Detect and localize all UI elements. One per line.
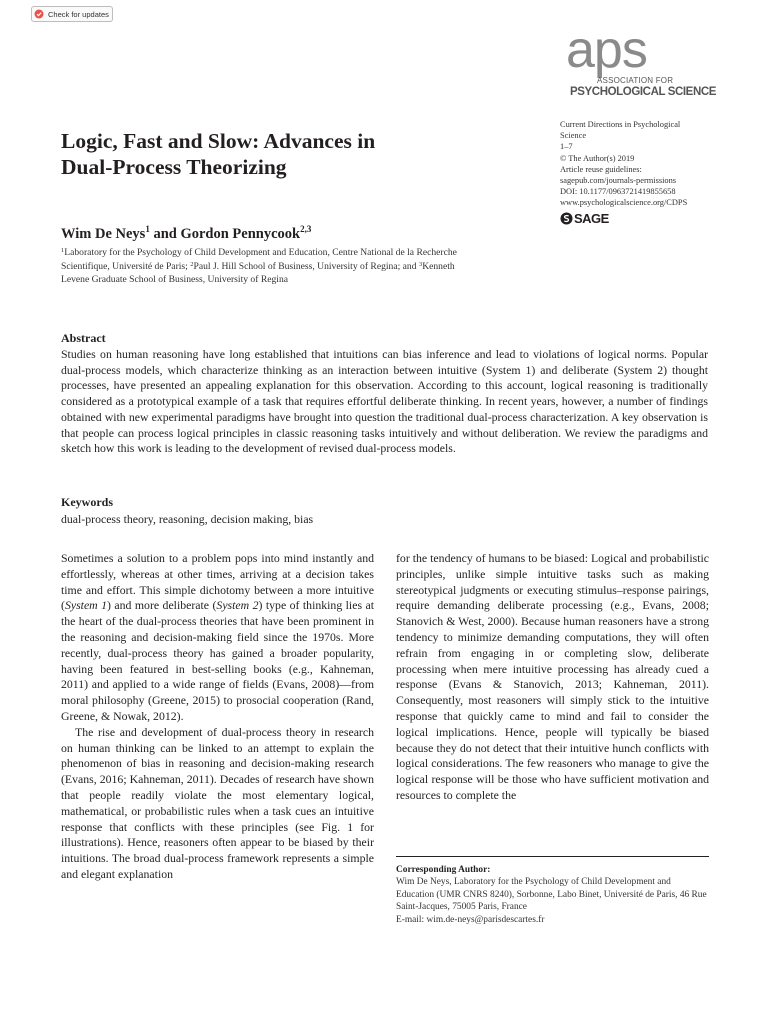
corresponding-label: Corresponding Author: (396, 865, 491, 875)
affil-sup-2: 2 (190, 260, 194, 268)
page-range: 1–7 (560, 142, 573, 152)
aps-logo-association: ASSOCIATION FOR (597, 76, 674, 85)
title-line-2: Dual-Process Theorizing (61, 155, 287, 179)
check-for-updates-button[interactable] (31, 6, 113, 22)
journal-info (560, 119, 710, 209)
body-paragraph-2: The rise and development of dual-process theory in research on human thinking can be linked to an attempt to explain the phenomenon of bias in reasoning and decision-making research (Evans, 2016; Kahneman, 2011). Decades of research have shown that people readily violate the most elementary logical, mathematical, or probabilistic rules when a task cues an intuitive response that conflicts with these principles (see Fig. 1 for illustrations). Hence, reasoners often appear to be biased by their intuitions. The broad dual-process framework represents a simple and elegant explanation (61, 724, 374, 881)
aps-logo-society: PSYCHOLOGICAL SCIENCE (570, 86, 717, 98)
body-paragraph-1 (61, 551, 374, 725)
journal-name: Current Directions in Psychological (560, 120, 681, 129)
doi[interactable]: DOI: 10.1177/0963721419855658 (560, 187, 676, 197)
author-2-sup: 2,3 (300, 224, 312, 234)
p1-part-c: ) type of thinking lies at the heart of the dual-process theories that have been prominent in the reasoning and decision-making field since the 1970s. More recently, dual-process theory has gained a broader popularity, having been featured in best-selling books (e.g., Kahneman, 2011) and applied to a wide range of fields (Evans, 2008)—from moral philosophy (Greene, 2015) to prosocial cooperation (Rand, Greene, & Nowak, 2012). (61, 598, 374, 723)
affil-sup-1: 1 (61, 247, 65, 254)
permissions-link[interactable]: sagepub.com/journals-permissions (560, 176, 677, 186)
author-2[interactable]: Gordon Pennycook (180, 226, 301, 242)
aps-logo: aps (566, 21, 647, 79)
authors (61, 226, 311, 243)
p1-part-a: Sometimes a solution to a problem pops into mind instantly and effortlessly, whereas at other times, arriving at a decision takes time and effort. This simple dichotomy between a more intuitive ( (61, 551, 374, 613)
author-and: and (149, 226, 181, 242)
p1-part-b: ) and more deliberate ( (107, 598, 217, 613)
reuse-label: Article reuse guidelines: (560, 164, 642, 174)
corresponding-email[interactable]: E-mail: wim.de-neys@parisdescartes.fr (396, 914, 545, 925)
abstract-text: Studies on human reasoning have long established that intuitions can bias inference and lead to violations of logical norms. Popular dual-process models, which characterize thinking as an interaction between intuitive (System 1) and deliberate (System 2) thought processes, have presented an appealing explanation for this observation. According to this account, logical reasoning is traditionally considered as a prototypical example of a task that requires effortful deliberate thinking. In recent years, however, a number of findings obtained with new experimental paradigms have brought into question the traditional dual-process characterization. A key observation is that people can process logical principles in classic reasoning tasks intuitively and without deliberation. We review the paradigms and sketch how this work is leading to the development of revised dual-process models. (61, 347, 708, 456)
affil-1: Laboratory for the Psychology of Child Development and Education, Centre National de la Recherche Scientifique, Université de Paris; (61, 247, 457, 272)
body-column-left (61, 551, 374, 883)
keywords-heading: Keywords (61, 495, 113, 509)
p1-system1: System 1 (64, 598, 108, 613)
article-title (61, 128, 511, 180)
body-paragraph-3: for the tendency of humans to be biased: Logical and probabilistic principles, unlike simple intuitive tasks such as making stereotypical judgments or executing stimulus–response pairings, require demanding deliberate processing (e.g., Evans, 2008; Stanovich & West, 2000). Because human reasoners have a strong tendency to minimize demanding computations, they will often refrain from engaging in or completing slow, deliberate processing when mere intuitive processing has already cued a response (Evans & Stanovich, 2013; Kahneman, 2011). Consequently, most reasoners will simply stick to the intuitive response that quickly came to mind and fail to consider the logical implications. Hence, people will typically be biased because they do not detect that their intuitive hunch conflicts with logical considerations. The few reasoners who manage to give the logical response will be those who have sufficient motivation and resources to complete the (396, 551, 709, 802)
author-1-sup: 1 (145, 224, 150, 234)
abstract-heading: Abstract (61, 331, 106, 345)
body-column-right (396, 551, 709, 804)
corresponding-author (396, 864, 709, 926)
sage-logo (560, 211, 609, 226)
affil-3: Kenneth Levene Graduate School of Business, University of Regina (61, 260, 455, 285)
affil-2: Paul J. Hill School of Business, University of Regina; and (193, 260, 419, 272)
journal-name-cont: Science (560, 131, 587, 141)
copyright: © The Author(s) 2019 (560, 153, 635, 163)
update-check-icon (34, 9, 44, 19)
footnote-divider (396, 856, 709, 857)
check-for-updates-label: Check for updates (48, 9, 109, 19)
title-line-1: Logic, Fast and Slow: Advances in (61, 129, 376, 153)
sage-label: SAGE (574, 211, 609, 226)
author-1[interactable]: Wim De Neys (61, 226, 146, 242)
p1-system2: System 2 (216, 598, 259, 613)
sage-s-icon (560, 212, 573, 225)
journal-url[interactable]: www.psychologicalscience.org/CDPS (560, 198, 688, 208)
affil-sup-3: 3 (418, 260, 423, 268)
affiliations (61, 246, 481, 287)
keywords-text: dual-process theory, reasoning, decision making, bias (61, 512, 314, 526)
corresponding-address: Wim De Neys, Laboratory for the Psychology of Child Development and Education (UMR CNRS 8240), Sorbonne, Labo Binet, Université de Paris, 46 Rue Saint-Jacques, 75005 Paris, France (396, 877, 707, 913)
